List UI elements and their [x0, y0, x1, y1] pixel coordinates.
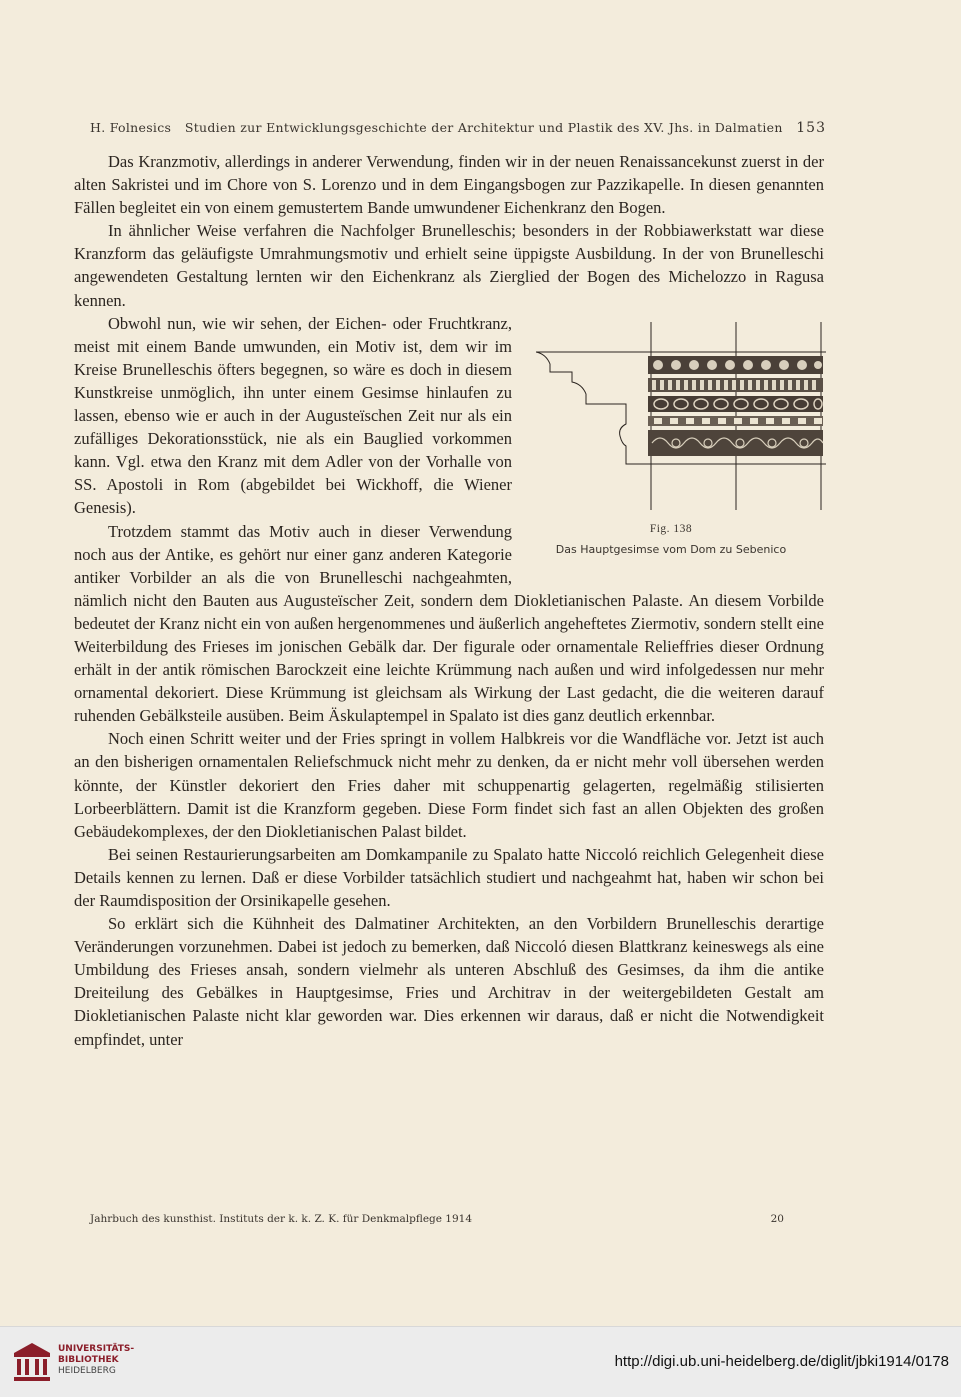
paragraph-7: So erklärt sich die Kühnheit des Dalmatiner Architekten, an den Vorbildern Brunelleschis derartige Veränderungen vorzunehmen. Dabei ist jedoch zu bemerken, daß Niccoló diesen Blattkranz keineswegs als eine Umbildung des Frieses ansah, sondern vielmehr als unteren Abschluß des Gesimses, da ihm die antike Dreiteilung des Gebälkes in Hauptgesimse, Fries und Architrav in der weitergebildeten Gestalt am Diokletianischen Palaste nicht klar geworden war. Dies erkennen wir daraus, daß er nicht die Notwendigkeit empfindet, unter	[74, 914, 824, 1049]
paragraph-5: Noch einen Schritt weiter und der Fries springt in vollem Halbkreis vor die Wandfläche vor. Jetzt ist auch an den bisherigen ornamentalen Reliefschmuck nicht mehr zu denken, da er nicht mehr voll übersehen werden könnte, der Künstler dekoriert den Fries daher mit schuppenartig gelagerten, regelmäßig stilisierten Lorbeerblättern. Damit ist die Kranzform gegeben. Diese Form findet sich fast an allen Objekten des großen Gebäudekomplexes, der den Diokletianischen Palast bildet.	[74, 729, 824, 841]
paragraph-1: Das Kranzmotiv, allerdings in anderer Verwendung, finden wir in der neuen Renaissancekunst zuerst in der alten Sakristei und im Chore von S. Lorenzo und in dem Eingangsbogen zur Pazzikapelle. In diesen genannten Fällen begleitet ein von einem gemustertem Bande umwundener Eichenkranz den Bogen.	[74, 152, 824, 218]
figure-caption: Das Hauptgesimse vom Dom zu Sebenico	[555, 542, 787, 556]
library-name-line-1: UNIVERSITÄTS-	[58, 1344, 135, 1354]
page-number: 153	[796, 120, 826, 136]
paragraph-3: Obwohl nun, wie wir sehen, der Eichen- oder Fruchtkranz, meist mit einem Bande umwunden, ein Motiv ist, dem wir im Kreise Brunelleschis öfters begegnen, so wäre es doch in diesem Kunstkreise unmöglich, ihn unter einem Gesimse hinlaufen zu lassen, ebenso wie er auch in der Augusteïschen Zeit nur als ein zufälliges Dekorationsstück, nie als ein Bauglied vorkommen kann. Vgl. etwa den Kranz mit dem Adler von der Vorhalle von SS. Apostoli in Rom (abgebildet bei Wickhoff, die Wiener Genesis).	[74, 313, 512, 518]
library-name-line-3: HEIDELBERG	[58, 1366, 116, 1376]
library-name	[58, 1344, 134, 1377]
cornice-drawing	[536, 320, 826, 518]
footer-journal: Jahrbuch des kunsthist. Instituts der k. k. Z. K. für Denkmalpflege 1914	[90, 1213, 473, 1225]
university-library-logo-icon	[12, 1341, 52, 1383]
paragraph-2-text: In ähnlicher Weise verfahren die Nachfolger Brunelleschis; besonders in der Robbiawerkstatt war diese Kranzform das geläufigste Umrahmungsmotiv und erhielt seine üppigste Ausbildung. In der von Brunelleschi angewendeten Gestaltung lernten wir den Eichenkranz als Zierglied der Bogen des Michelozzo in Ragusa kennen.	[74, 221, 824, 310]
figure-138	[526, 312, 826, 577]
permalink-url[interactable]: http://digi.ub.uni-heidelberg.de/diglit/jbki1914/0178	[614, 1353, 949, 1370]
footer-signature: 20	[770, 1213, 784, 1225]
library-name-line-2: BIBLIOTHEK	[58, 1355, 119, 1365]
paragraph-4: Trotzdem stammt das Motiv auch in dieser Verwendung noch aus der Antike, es gehört nur einer ganz anderen Kategorie antiker Vorbilder an als die von Brunelleschi nachgeahmten, nämlich nicht den Bauten aus Augusteïscher Zeit, sondern dem Diokletianischen Palaste. An diesem Vorbilde bedeutet der Kranz nicht ein von außen hergenommenes und äußerlich angeheftetes Ziermotiv, sondern stellt eine Weiterbildung des Frieses im jonischen Gebälk dar. Der figurale oder ornamentale Relieffries dieser Ordnung erhält in der antik römischen Barockzeit eine leichte Krümmung nach außen und wird infolgedessen nur mehr ornamental dekoriert. Diese Krümmung ist gleichsam als Wirkung der Last gedacht, die die weiteren darauf ruhenden Gebälksteile ausüben. Beim Äskulaptempel in Spalato ist dies ganz deutlich erkennbar.	[74, 521, 824, 726]
header-title: Studien zur Entwicklungsgeschichte der Architektur und Plastik des XV. Jhs. in Dalmatien	[184, 120, 783, 135]
paragraph-6: Bei seinen Restaurierungsarbeiten am Domkampanile zu Spalato hatte Niccoló reichlich Gelegenheit diese Details kennen zu lernen. Daß er diese Vorbilder tatsächlich studiert und nachgeahmt hat, haben wir schon bei der Raumdisposition der Orsinikapelle gesehen.	[74, 844, 824, 910]
body-text	[74, 150, 824, 1051]
figure-number: Fig. 138	[649, 522, 693, 535]
running-header	[90, 120, 826, 136]
header-author: H. Folnesics	[90, 120, 172, 135]
library-footer-bar	[0, 1326, 961, 1397]
paragraph-2	[74, 219, 824, 311]
page-footer	[90, 1213, 784, 1225]
